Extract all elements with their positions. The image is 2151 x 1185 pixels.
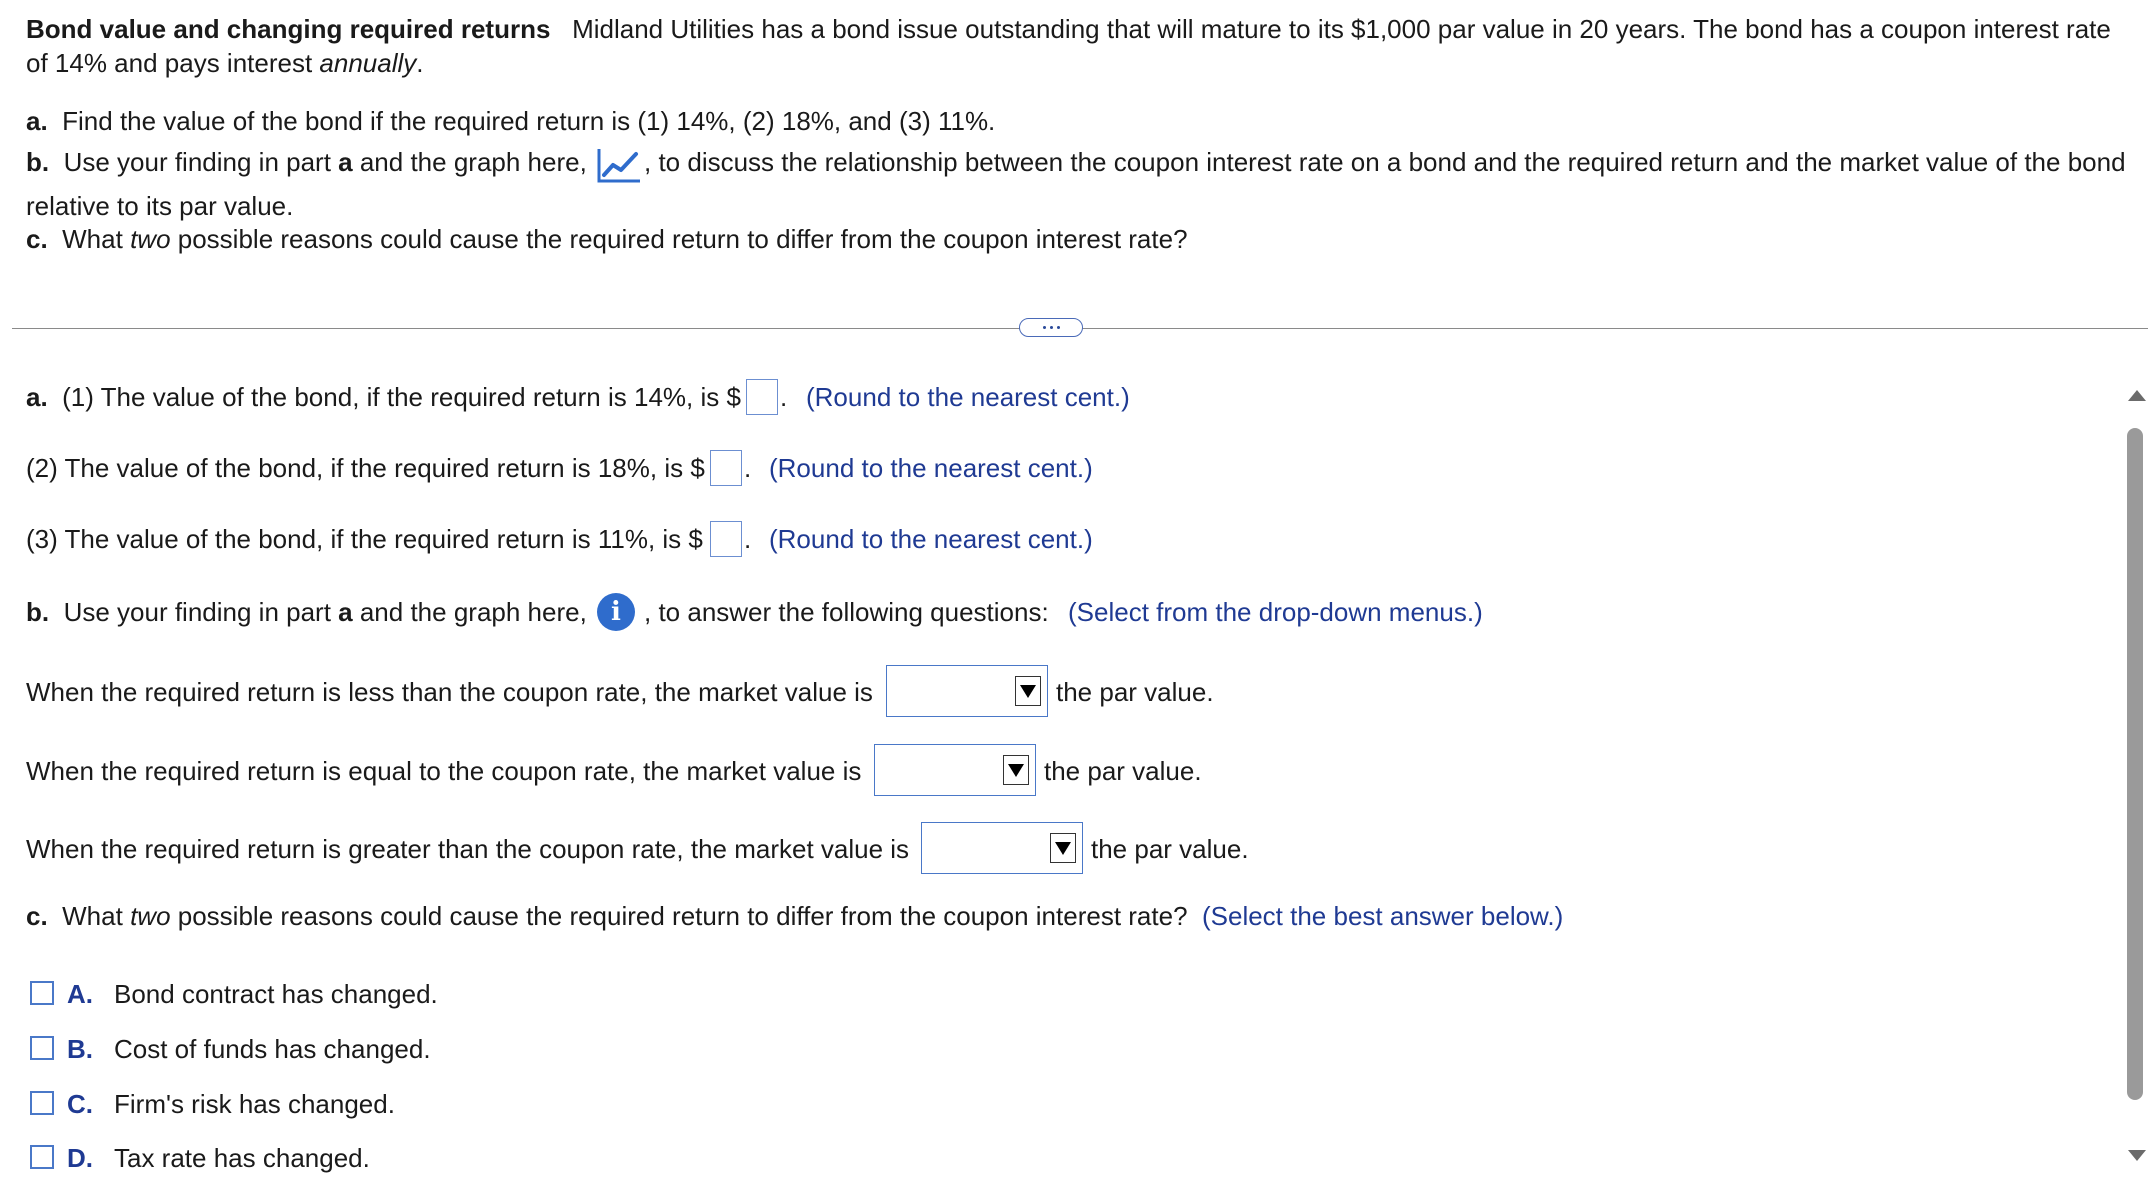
option-c-text[interactable]: Firm's risk has changed. xyxy=(114,1089,395,1119)
problem-intro-cont: of 14% and pays interest xyxy=(26,48,320,78)
answer-a3-input[interactable] xyxy=(710,521,742,557)
problem-part-a xyxy=(26,104,995,138)
answer-a3-hint: (Round to the nearest cent.) xyxy=(769,524,1093,554)
answer-c-hint: (Select the best answer below.) xyxy=(1201,901,1564,931)
answer-c-prompt xyxy=(26,899,1563,933)
problem-intro: Midland Utilities has a bond issue outstanding that will mature to its $1,000 par value in 20 years. The bond has a coupon interest rate xyxy=(572,14,2111,44)
part-c-em: two xyxy=(130,224,171,254)
part-a-text: Find the value of the bond if the required return is (1) 14%, (2) 18%, and (3) 11%. xyxy=(62,106,996,136)
part-a-letter: a. xyxy=(26,106,48,136)
scroll-down-icon[interactable] xyxy=(2128,1150,2146,1161)
option-b-checkbox[interactable] xyxy=(30,1036,54,1060)
option-d-checkbox[interactable] xyxy=(30,1145,54,1169)
problem-intro-em: annually xyxy=(319,48,417,78)
option-a-letter: A. xyxy=(67,979,93,1009)
question-1-suffix: the par value. xyxy=(1056,677,1214,707)
option-c-checkbox[interactable] xyxy=(30,1091,54,1115)
answer-a1-input[interactable] xyxy=(746,379,778,415)
answer-a1-period: . xyxy=(780,382,788,412)
option-d-letter: D. xyxy=(67,1143,93,1173)
chevron-down-icon[interactable] xyxy=(1003,755,1029,785)
problem-part-b-line2: relative to its par value. xyxy=(26,191,294,221)
answer-a1 xyxy=(26,380,741,414)
problem-part-b-cont: , to discuss the relationship between the coupon interest rate on a bond and the required return and the market value of the bond xyxy=(644,147,2126,177)
part-c-pre: What xyxy=(62,224,131,254)
problem-title: Bond value and changing required returns xyxy=(26,14,551,44)
question-3-text: When the required return is greater than the coupon rate, the market value is xyxy=(26,834,910,864)
part-b-letter: b. xyxy=(26,147,50,177)
question-3-dropdown[interactable] xyxy=(921,822,1083,874)
answer-a1-hint: (Round to the nearest cent.) xyxy=(806,382,1130,412)
answer-c-pre: What xyxy=(62,901,131,931)
answer-c-letter: c. xyxy=(26,901,48,931)
line-chart-icon[interactable] xyxy=(596,146,642,184)
answer-c-em: two xyxy=(130,901,171,931)
part-c-post: possible reasons could cause the required return to differ from the coupon interest rate? xyxy=(170,224,1188,254)
part-b-a: a xyxy=(338,147,353,177)
option-b-text[interactable]: Cost of funds has changed. xyxy=(114,1034,431,1064)
answer-b-letter: b. xyxy=(26,597,50,627)
info-icon[interactable]: i xyxy=(597,593,635,631)
answer-b-hint: (Select from the drop-down menus.) xyxy=(1068,597,1483,627)
option-d-text[interactable]: Tax rate has changed. xyxy=(114,1143,370,1173)
answer-c-post: possible reasons could cause the required return to differ from the coupon interest rate? xyxy=(170,901,1188,931)
question-2-suffix: the par value. xyxy=(1044,756,1202,786)
problem-part-c xyxy=(26,222,1188,256)
option-a-text[interactable]: Bond contract has changed. xyxy=(114,979,438,1009)
scroll-up-icon[interactable] xyxy=(2128,390,2146,401)
option-c-letter: C. xyxy=(67,1089,93,1119)
ellipsis-icon[interactable] xyxy=(1019,318,1083,337)
option-a-checkbox[interactable] xyxy=(30,981,54,1005)
question-2-dropdown[interactable] xyxy=(874,744,1036,796)
answer-a3-text: (3) The value of the bond, if the required return is 11%, is $ xyxy=(26,524,703,554)
question-1-dropdown[interactable] xyxy=(886,665,1048,717)
answer-b-prompt xyxy=(26,595,587,629)
option-b-letter: B. xyxy=(67,1034,93,1064)
question-3-suffix: the par value. xyxy=(1091,834,1249,864)
answer-a2-text: (2) The value of the bond, if the required return is 18%, is $ xyxy=(26,453,705,483)
chevron-down-icon[interactable] xyxy=(1015,676,1041,706)
question-2-text: When the required return is equal to the coupon rate, the market value is xyxy=(26,756,862,786)
part-c-letter: c. xyxy=(26,224,48,254)
part-b-mid: and the graph here, xyxy=(352,147,587,177)
answer-a-letter: a. xyxy=(26,382,48,412)
problem-intro-end: . xyxy=(416,48,424,78)
answer-a2-period: . xyxy=(744,453,752,483)
chevron-down-icon[interactable] xyxy=(1050,833,1076,863)
part-b-text: Use your finding in part xyxy=(63,147,339,177)
answer-b-a: a xyxy=(338,597,353,627)
answer-b-mid: and the graph here, xyxy=(352,597,587,627)
question-1-text: When the required return is less than the coupon rate, the market value is xyxy=(26,677,873,707)
answer-a3-period: . xyxy=(744,524,752,554)
answer-b-pre: Use your finding in part xyxy=(63,597,339,627)
answer-a1-text: (1) The value of the bond, if the required return is 14%, is $ xyxy=(62,382,741,412)
answer-a2-hint: (Round to the nearest cent.) xyxy=(769,453,1093,483)
answer-b-post: , to answer the following questions: xyxy=(644,597,1049,627)
problem-statement xyxy=(26,12,2136,80)
scrollbar-thumb[interactable] xyxy=(2127,428,2143,1100)
answer-a2-input[interactable] xyxy=(710,450,742,486)
problem-part-b xyxy=(26,145,587,179)
